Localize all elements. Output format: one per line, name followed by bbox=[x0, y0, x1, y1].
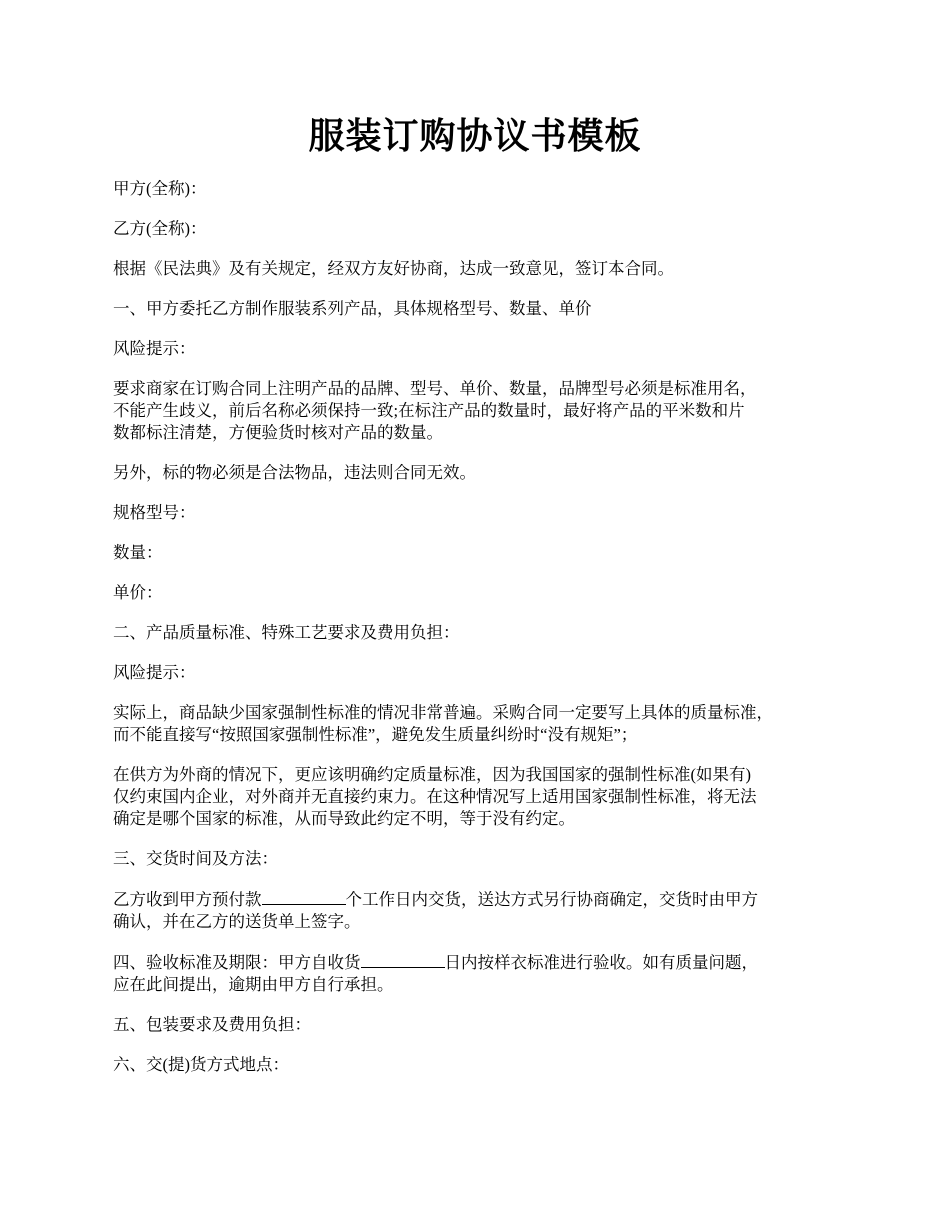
paragraph bbox=[113, 502, 858, 524]
text-line: 应在此间提出，逾期由甲方自行承担。 bbox=[113, 975, 394, 994]
delivery-text-before: 乙方收到甲方预付款 bbox=[113, 890, 262, 909]
paragraph-delivery bbox=[113, 888, 858, 933]
paragraph bbox=[113, 764, 858, 830]
paragraph bbox=[113, 298, 858, 320]
text-line: 甲方(全称)： bbox=[113, 179, 207, 198]
acceptance-days-blank bbox=[361, 951, 445, 968]
paragraph bbox=[113, 582, 858, 604]
paragraph bbox=[113, 258, 858, 280]
text-line: 二、产品质量标准、特殊工艺要求及费用负担： bbox=[113, 623, 460, 642]
text-line: 在供方为外商的情况下，更应该明确约定质量标准，因为我国国家的强制性标准(如果有) bbox=[113, 765, 751, 784]
text-line: 三、交货时间及方法： bbox=[113, 849, 278, 868]
text-line: 数都标注清楚，方便验货时核对产品的数量。 bbox=[113, 423, 443, 442]
paragraph bbox=[113, 378, 858, 444]
paragraph-list bbox=[113, 178, 858, 870]
text-line: 数量： bbox=[113, 543, 163, 562]
paragraph bbox=[113, 622, 858, 644]
text-line: 确定是哪个国家的标准，从而导致此约定不明，等于没有约定。 bbox=[113, 809, 575, 828]
text-line: 风险提示： bbox=[113, 663, 196, 682]
text-line: 不能产生歧义，前后名称必须保持一致;在标注产品的数量时，最好将产品的平米数和片 bbox=[113, 401, 745, 420]
paragraph bbox=[113, 462, 858, 484]
text-line bbox=[113, 888, 858, 911]
text-line: 要求商家在订购合同上注明产品的品牌、型号、单价、数量，品牌型号必须是标准用名， bbox=[113, 379, 757, 398]
paragraph bbox=[113, 702, 858, 746]
paragraph bbox=[113, 178, 858, 200]
paragraph bbox=[113, 542, 858, 564]
text-line: 单价： bbox=[113, 583, 163, 602]
text-line: 另外，标的物必须是合法物品，违法则合同无效。 bbox=[113, 463, 476, 482]
acceptance-text-before: 四、验收标准及期限：甲方自收货 bbox=[113, 953, 361, 972]
text-line: 实际上，商品缺少国家强制性标准的情况非常普遍。采购合同一定要写上具体的质量标准， bbox=[113, 703, 773, 722]
delivery-days-blank bbox=[262, 888, 346, 905]
paragraph bbox=[113, 848, 858, 870]
document-body bbox=[113, 178, 858, 1094]
text-line: 一、甲方委托乙方制作服装系列产品，具体规格型号、数量、单价 bbox=[113, 299, 592, 318]
text-line bbox=[113, 951, 858, 974]
paragraph bbox=[113, 662, 858, 684]
text-line: 根据《民法典》及有关规定，经双方友好协商，达成一致意见，签订本合同。 bbox=[113, 259, 674, 278]
delivery-text-after: 个工作日内交货，送达方式另行协商确定，交货时由甲方 bbox=[345, 890, 758, 909]
text-line: 乙方(全称)： bbox=[113, 219, 207, 238]
text-line: 规格型号： bbox=[113, 503, 196, 522]
text-line: 仅约束国内企业，对外商并无直接约束力。在这种情况写上适用国家强制性标准，将无法 bbox=[113, 787, 757, 806]
paragraph bbox=[113, 218, 858, 240]
paragraph-delivery-location: 六、交(提)货方式地点： bbox=[113, 1055, 289, 1074]
text-line: 而不能直接写“按照国家强制性标准”，避免发生质量纠纷时“没有规矩”； bbox=[113, 725, 638, 744]
text-line: 确认，并在乙方的送货单上签字。 bbox=[113, 912, 361, 931]
paragraph bbox=[113, 338, 858, 360]
paragraph-acceptance bbox=[113, 951, 858, 996]
paragraph-packaging: 五、包装要求及费用负担： bbox=[113, 1015, 311, 1034]
acceptance-text-after: 日内按样衣标准进行验收。如有质量问题， bbox=[444, 953, 758, 972]
document-title: 服装订购协议书模板 bbox=[308, 116, 642, 156]
text-line: 风险提示： bbox=[113, 339, 196, 358]
